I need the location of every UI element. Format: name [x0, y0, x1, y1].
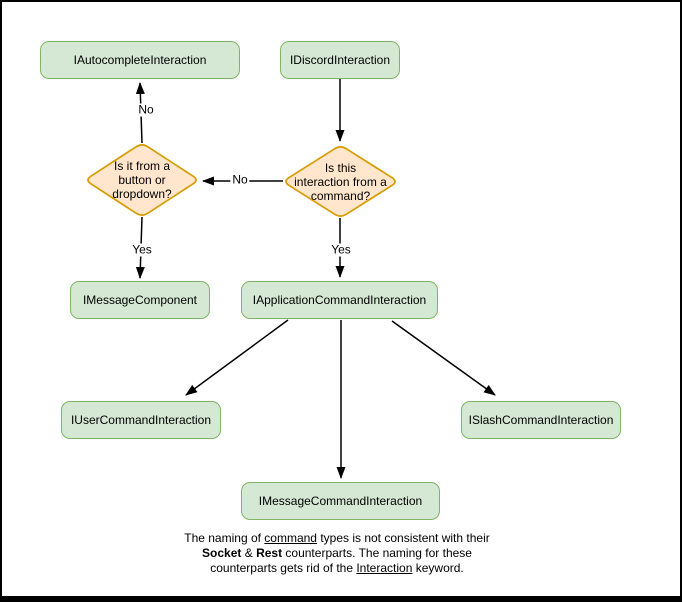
- note-segment: Interaction: [356, 561, 413, 575]
- node-application-command-interaction: IApplicationCommandInteraction: [241, 281, 438, 319]
- note: [107, 531, 567, 576]
- edge-label-yes-message-component: Yes: [132, 242, 152, 257]
- decision-line: dropdown?: [112, 187, 172, 201]
- note-segment: counterparts. The naming for these: [282, 546, 472, 560]
- edge-label-yes-application-command: Yes: [331, 242, 351, 257]
- decision-button-dropdown-label: [85, 143, 199, 217]
- node-autocomplete-interaction: IAutocompleteInteraction: [40, 41, 240, 79]
- note-line: [107, 531, 567, 546]
- decision-line: Is it from a: [113, 159, 170, 173]
- edge-label-no-autocomplete: No: [138, 102, 154, 117]
- note-line: [107, 546, 567, 561]
- decision-line: button or: [118, 173, 166, 187]
- edge-application-to-slash-command: [392, 321, 495, 395]
- note-segment: counterparts gets rid of the: [210, 561, 357, 575]
- node-discord-interaction: IDiscordInteraction: [280, 41, 400, 79]
- note-segment: The naming of: [184, 531, 265, 545]
- note-segment: Socket: [202, 546, 242, 560]
- note-segment: keyword.: [412, 561, 464, 575]
- decision-line: command?: [310, 188, 371, 203]
- node-message-component: IMessageComponent: [70, 281, 210, 319]
- edge-application-to-user-command: [186, 320, 288, 395]
- edge-label-no-button-dropdown: No: [232, 172, 248, 187]
- node-user-command-interaction: IUserCommandInteraction: [61, 401, 221, 439]
- node-slash-command-interaction: ISlashCommandInteraction: [461, 401, 621, 439]
- decision-from-command-label: [283, 145, 398, 218]
- note-line: [107, 561, 567, 576]
- note-segment: types is not consistent with their: [316, 531, 490, 545]
- note-segment: &: [241, 546, 257, 560]
- decision-line: Is this: [324, 160, 357, 175]
- note-segment: Rest: [256, 546, 283, 560]
- decision-line: interaction from a: [294, 174, 387, 189]
- node-message-command-interaction: IMessageCommandInteraction: [241, 482, 440, 520]
- note-segment: command: [264, 531, 317, 545]
